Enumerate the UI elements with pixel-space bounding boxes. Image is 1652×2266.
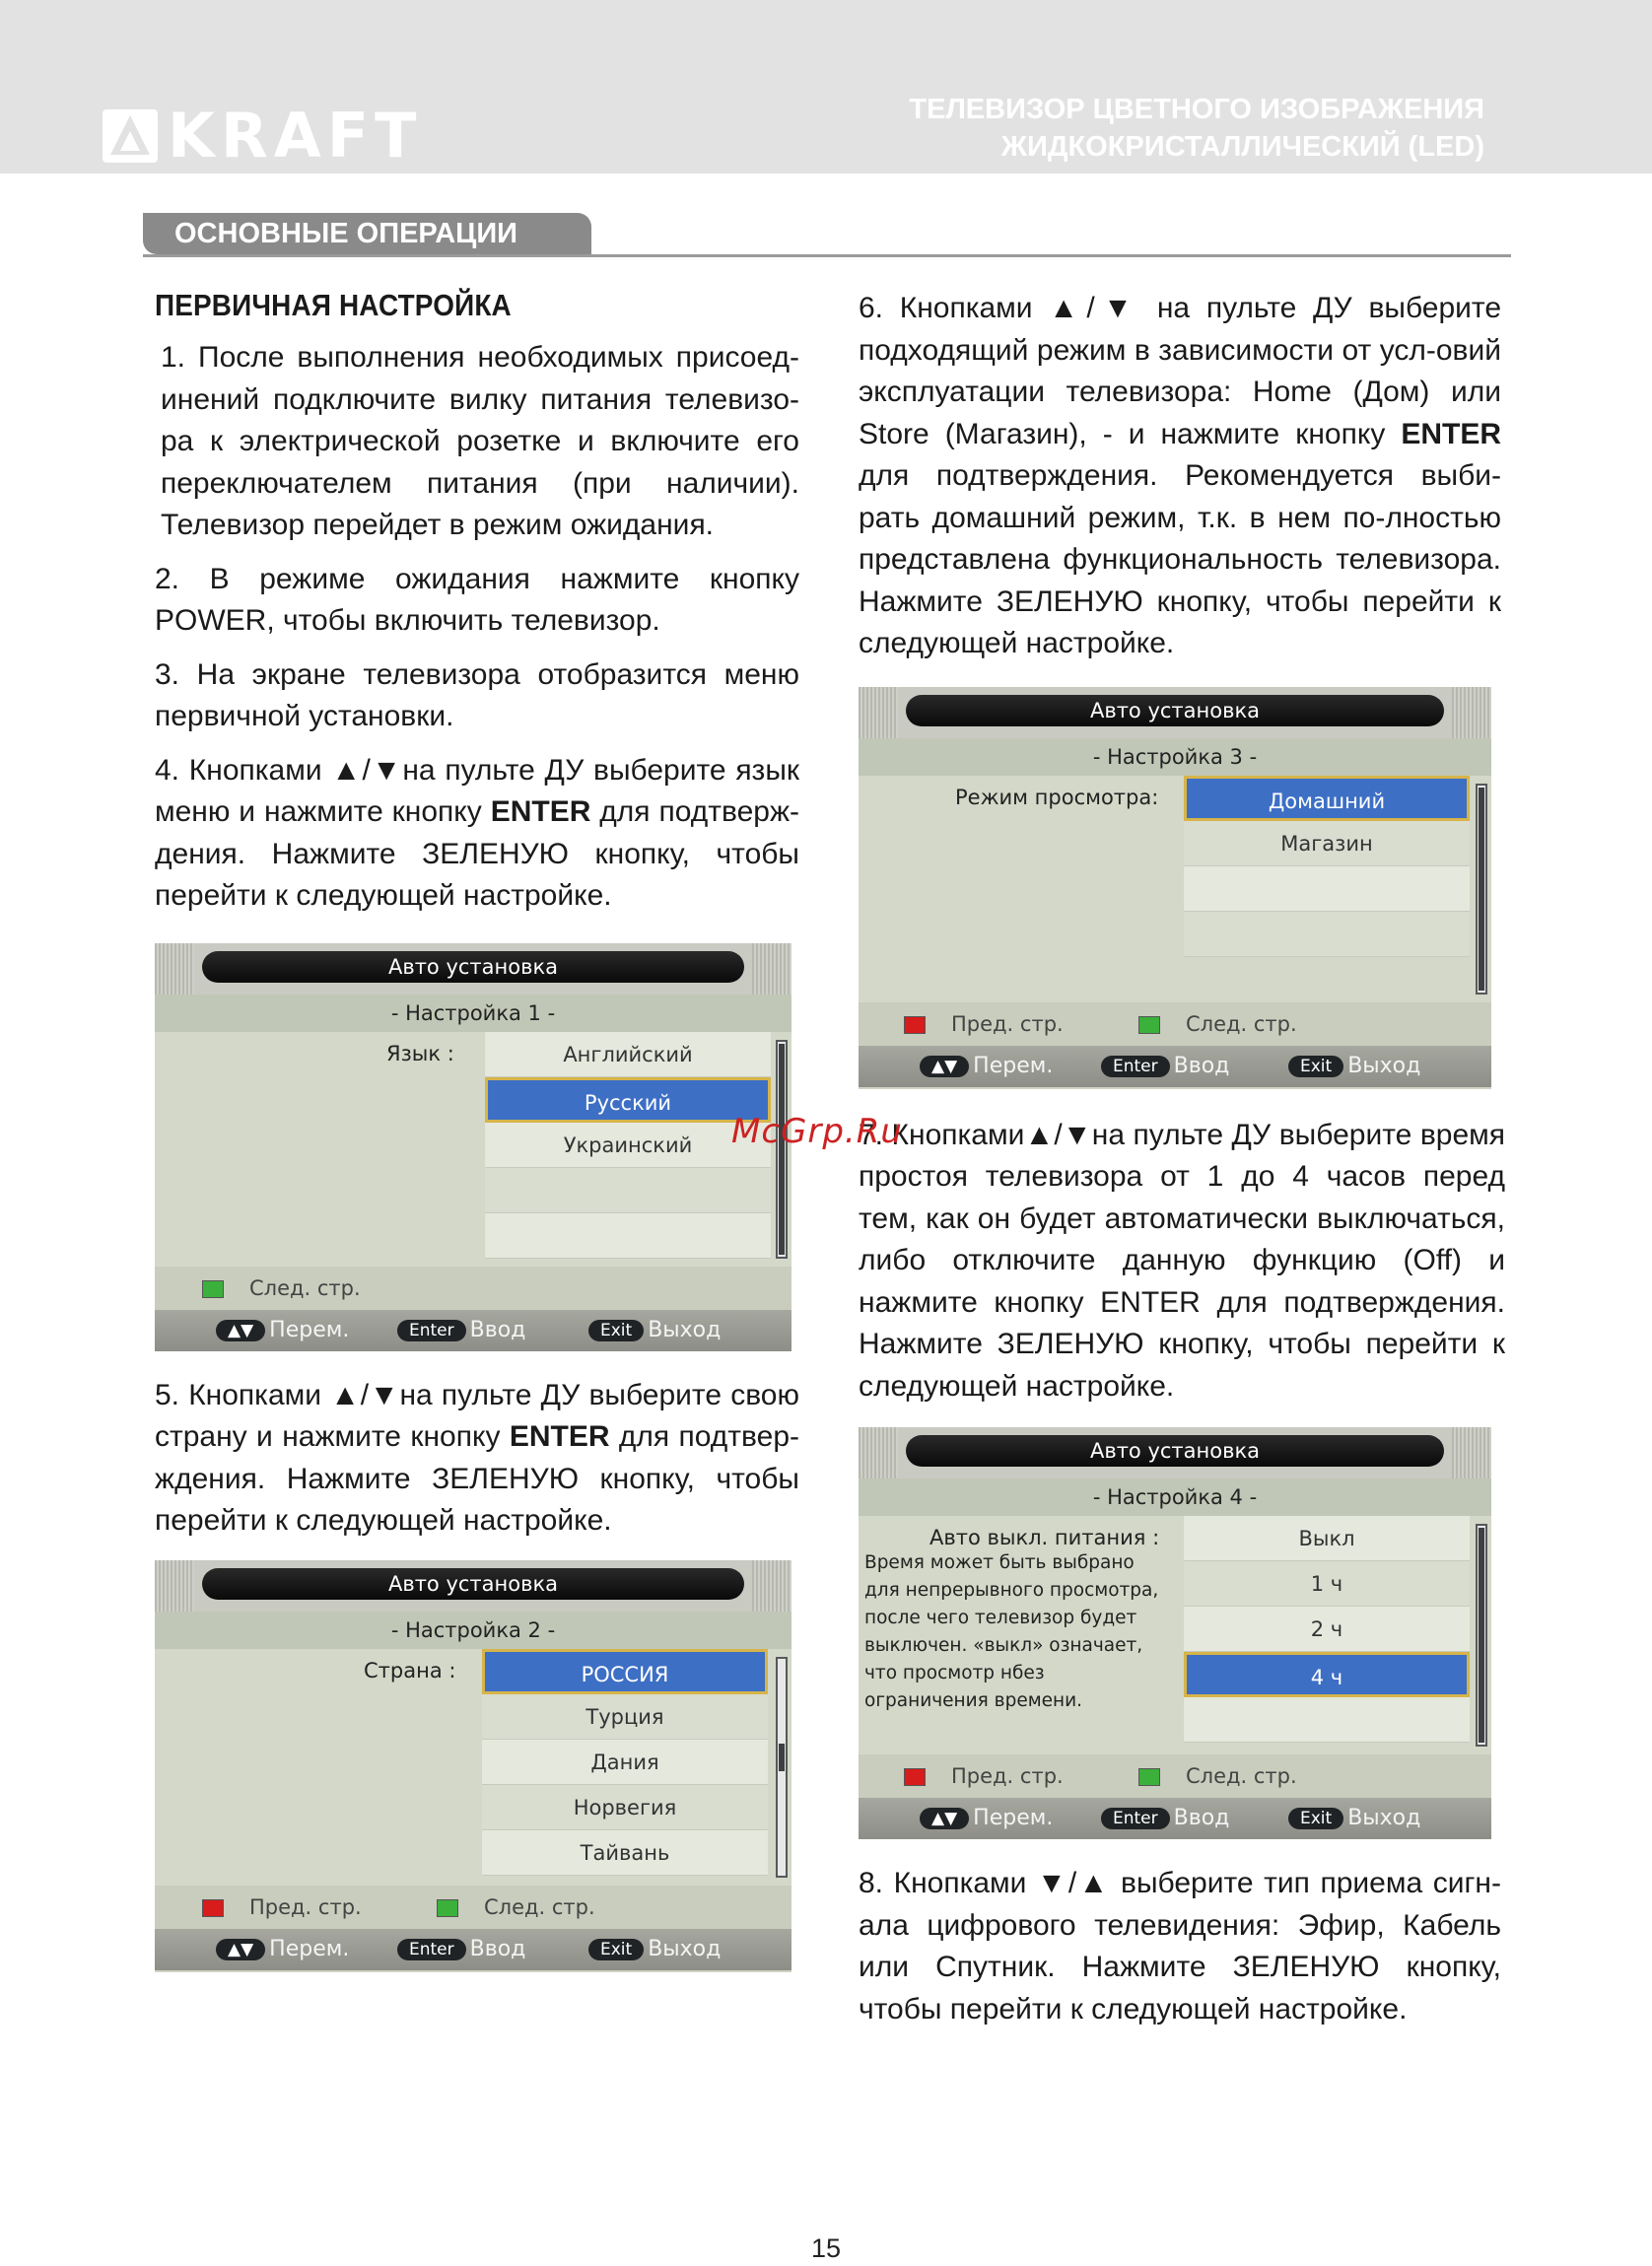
- tv-legend: [859, 1754, 1491, 1798]
- country-option-selected[interactable]: РОССИЯ: [482, 1649, 768, 1694]
- green-button-icon: [1138, 1016, 1160, 1034]
- language-option[interactable]: Английский: [485, 1032, 771, 1077]
- tv-legend: [155, 1886, 792, 1929]
- kraft-logo: [103, 100, 497, 172]
- prev-page-hint: Пред. стр.: [904, 1754, 1064, 1798]
- tv-menu-setup-4: [859, 1427, 1491, 1839]
- country-option[interactable]: Тайвань: [482, 1830, 768, 1876]
- arrows-key-icon: ▲▼: [920, 1808, 969, 1829]
- scrollbar[interactable]: [1476, 784, 1487, 995]
- view-mode-option[interactable]: [1184, 912, 1470, 957]
- red-button-icon: [904, 1016, 926, 1034]
- next-page-hint: След. стр.: [1138, 1002, 1297, 1046]
- tv-nav-bar: ▲▼ Перем. Enter Ввод Exit Выход: [859, 1798, 1491, 1839]
- tv-menu-subtitle: - Настройка 3 -: [859, 738, 1491, 776]
- tv-nav-bar: ▲▼ Перем. Enter Ввод Exit Выход: [155, 1929, 792, 1970]
- right-column: [859, 288, 1505, 2030]
- tv-legend: [155, 1267, 792, 1310]
- step-1: 1. После выполнения необходимых присоед-инений подключите вилку питания телевизо-ра к электрической розетке и включите его переключателем питания (при наличии). Телевизор перейдет в режим ожидания.: [161, 341, 799, 541]
- step-7: 7. Кнопками▲/▼на пульте ДУ выберите время простоя телевизора от 1 до 4 часов перед тем, как он будет автоматически выключаться, либо отключите данную функцию (Off) и нажмите кнопку ENTER для подтверждения. Нажмите ЗЕЛЕНУЮ кнопку, чтобы перейти к следующей настройке.: [859, 1118, 1505, 1403]
- green-button-icon: [1138, 1768, 1160, 1786]
- enter-key-icon: Enter: [1101, 1808, 1170, 1829]
- time-option[interactable]: [1184, 1697, 1470, 1743]
- language-option[interactable]: [485, 1168, 771, 1213]
- power-off-time-list: [1184, 1516, 1470, 1743]
- tv-menu-subtitle: - Настройка 2 -: [155, 1612, 792, 1649]
- time-option[interactable]: 1 ч: [1184, 1561, 1470, 1607]
- exit-key-icon: Exit: [1288, 1056, 1343, 1077]
- country-option[interactable]: Дания: [482, 1740, 768, 1785]
- country-option[interactable]: Турция: [482, 1694, 768, 1740]
- language-option-selected[interactable]: Русский: [485, 1077, 771, 1123]
- enter-key-icon: Enter: [397, 1939, 466, 1960]
- step-6: 6. Кнопками ▲/▼ на пульте ДУ выберите подходящий режим в зависимости от усл-овий эксплуатации телевизора: Home (Дом) или Store (Магазин), - и нажмите кнопку ENTER для подтверждения. Рекомендуется выби-рать домашний режим, т.к. в нем по-лностью представлена функциональность телевизора. Нажмите ЗЕЛЕНУЮ кнопку, чтобы перейти к следующей настройке.: [859, 292, 1501, 659]
- tv-menu-subtitle: - Настройка 1 -: [155, 995, 792, 1032]
- auto-power-off-label: Авто выкл. питания :: [929, 1526, 1160, 1549]
- logo-mark-icon: [103, 109, 158, 163]
- time-option-selected[interactable]: 4 ч: [1184, 1652, 1470, 1697]
- red-button-icon: [202, 1899, 224, 1917]
- tv-nav-bar: ▲▼ Перем. Enter Ввод Exit Выход: [155, 1310, 792, 1351]
- tv-menu-setup-2: [155, 1560, 792, 1972]
- language-option[interactable]: Украинский: [485, 1123, 771, 1168]
- view-mode-list: [1184, 776, 1470, 957]
- time-option[interactable]: Выкл: [1184, 1516, 1470, 1561]
- next-page-hint: След. стр.: [202, 1267, 361, 1310]
- title-line-2: ЖИДКОКРИСТАЛЛИЧЕСКИЙ (LED): [1000, 131, 1484, 163]
- tv-nav-bar: ▲▼ Перем. Enter Ввод Exit Выход: [859, 1046, 1491, 1087]
- scrollbar[interactable]: [1476, 1524, 1487, 1747]
- tv-menu-title: Авто установка: [202, 951, 744, 983]
- enter-key-icon: Enter: [1101, 1056, 1170, 1077]
- section-divider: [143, 254, 1511, 257]
- enter-key-icon: Enter: [397, 1320, 466, 1341]
- tv-menu-title: Авто установка: [202, 1568, 744, 1600]
- watermark: McGrp.Ru: [731, 1112, 903, 1151]
- arrows-key-icon: ▲▼: [920, 1056, 969, 1077]
- tv-legend: [859, 1002, 1491, 1046]
- language-label: Язык :: [386, 1041, 454, 1065]
- tv-menu-setup-3: [859, 687, 1491, 1089]
- step-2: 2. В режиме ожидания нажмите кнопку POWER, чтобы включить телевизор.: [155, 562, 799, 637]
- view-mode-option-selected[interactable]: Домашний: [1184, 776, 1470, 821]
- scrollbar[interactable]: [776, 1657, 788, 1878]
- step-4: 4. Кнопками ▲/▼на пульте ДУ выберите язык меню и нажмите кнопку ENTER для подтверж-дения. Нажмите ЗЕЛЕНУЮ кнопку, чтобы перейти к следующей настройке.: [155, 753, 800, 912]
- page-number: 15: [810, 2233, 842, 2263]
- country-option[interactable]: Норвегия: [482, 1785, 768, 1830]
- document-title: [909, 91, 1484, 166]
- tv-menu-subtitle: - Настройка 4 -: [859, 1478, 1491, 1516]
- green-button-icon: [437, 1899, 458, 1917]
- view-mode-option[interactable]: Магазин: [1184, 821, 1470, 866]
- tv-menu-title: Авто установка: [906, 1435, 1444, 1467]
- page-header: [0, 0, 1652, 173]
- exit-key-icon: Exit: [588, 1320, 644, 1341]
- language-option[interactable]: [485, 1213, 771, 1259]
- language-list: [485, 1032, 771, 1259]
- step-8: 8. Кнопками ▼/▲ выберите тип приема сигн-ала цифрового телевидения: Эфир, Кабель или Спутник. Нажмите ЗЕЛЕНУЮ кнопку, чтобы перейти к следующей настройке.: [859, 1867, 1501, 2026]
- step-3: 3. На экране телевизора отобразится меню первичной установки.: [155, 657, 799, 732]
- prev-page-hint: Пред. стр.: [202, 1886, 362, 1929]
- next-page-hint: След. стр.: [437, 1886, 595, 1929]
- section-tab: ОСНОВНЫЕ ОПЕРАЦИИ: [143, 213, 591, 254]
- tv-menu-setup-1: [155, 943, 792, 1351]
- tv-menu-title: Авто установка: [906, 695, 1444, 726]
- section-heading: ПЕРВИЧНАЯ НАСТРОЙКА: [155, 288, 512, 322]
- prev-page-hint: Пред. стр.: [904, 1002, 1064, 1046]
- next-page-hint: След. стр.: [1138, 1754, 1297, 1798]
- country-label: Страна :: [364, 1658, 456, 1682]
- step-5: 5. Кнопками ▲/▼на пульте ДУ выберите свою страну и нажмите кнопку ENTER для подтвер-ждения. Нажмите ЗЕЛЕНУЮ кнопку, чтобы перейти к следующей настройке.: [155, 1378, 799, 1537]
- green-button-icon: [202, 1280, 224, 1298]
- country-list: [482, 1649, 768, 1876]
- logo-text: KRAFT: [168, 100, 423, 172]
- exit-key-icon: Exit: [1288, 1808, 1343, 1829]
- red-button-icon: [904, 1768, 926, 1786]
- view-mode-option[interactable]: [1184, 866, 1470, 912]
- left-column: [155, 288, 799, 1972]
- auto-power-off-note: Время может быть выбрано для непрерывного просмотра, после чего телевизор будет выключен. «выкл» означает, что просмотр нбез ограничения времени.: [864, 1552, 1159, 1711]
- exit-key-icon: Exit: [588, 1939, 644, 1960]
- arrows-key-icon: ▲▼: [216, 1320, 265, 1341]
- arrows-key-icon: ▲▼: [216, 1939, 265, 1960]
- time-option[interactable]: 2 ч: [1184, 1607, 1470, 1652]
- view-mode-label: Режим просмотра:: [955, 785, 1159, 809]
- title-line-1: ТЕЛЕВИЗОР ЦВЕТНОГО ИЗОБРАЖЕНИЯ: [909, 94, 1484, 125]
